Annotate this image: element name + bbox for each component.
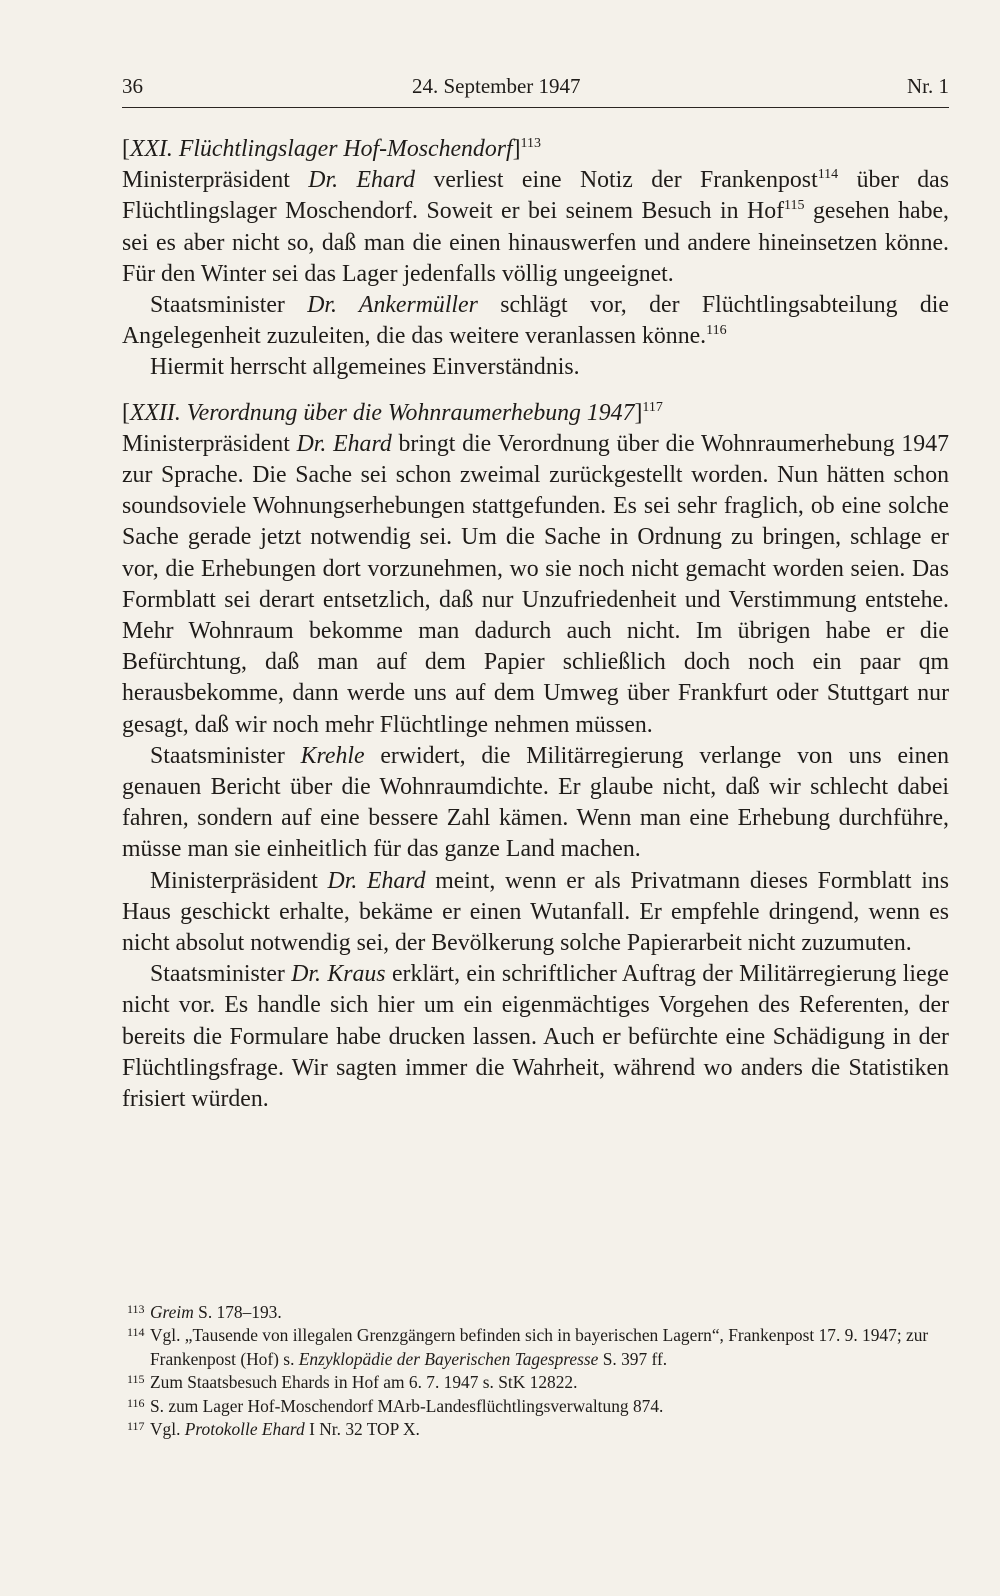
footnote <box>122 1324 962 1371</box>
note-ref: 115 <box>784 198 805 214</box>
italic-text: Enzyklopädie der Bayerischen Tagespresse <box>298 1348 599 1369</box>
text-run: S. 397 ff. <box>598 1348 668 1369</box>
italic-text: Protokolle Ehard <box>184 1419 305 1440</box>
text-run: S. 178–193. <box>193 1302 282 1322</box>
paragraph <box>122 165 949 290</box>
footnote-number: 113 <box>127 1302 145 1316</box>
note-ref: 117 <box>642 399 663 415</box>
note-ref: 114 <box>817 167 839 183</box>
footnote-number: 116 <box>127 1395 145 1410</box>
running-header <box>122 74 949 106</box>
heading-bracket: ] <box>634 399 643 426</box>
text-run: bringt die Verordnung über die Wohnraumerhebung 1947 zur Sprache. Die Sache sei schon zweimal zurückgestellt worden. Nun hätten schon soundsoviele Wohnungserhebungen stattgefunden. Es sei sehr fraglich, ob eine solche Sache gerade jetzt notwendig sei. Um die Sache in Ordnung zu bringen, schlage er vor, die Erhebungen dort vorzunehmen, wo sie noch nicht gemacht worden seien. Das Formblatt sei derart entsetzlich, daß nur Unzufriedenheit und Verstimmung entstehe. Mehr Wohnraum bekomme man dadurch auch nicht. Im übrigen habe er die Befürchtung, daß man auf dem Papier schließlich doch noch ein paar qm herausbekomme, dann werde uns auf dem Umweg über Frankfurt oder Stuttgart nur gesagt, daß wir noch mehr Flüchtlinge nehmen müssen. <box>122 430 950 738</box>
text-run: Ministerpräsident <box>150 867 328 894</box>
text-run: gesehen habe, sei es aber nicht so, daß man die einen hinauswerfen und andere hineinsetzen könne. Für den Winter sei das Lager jedenfalls völlig ungeeignet. <box>122 198 949 287</box>
footnote <box>122 1371 962 1394</box>
text-run: Ministerpräsident <box>122 167 309 194</box>
text-run: schlägt vor, der Flüchtlingsabteilung die Angelegenheit zuzuleiten, die das weitere veranlassen könne. <box>122 292 949 350</box>
header-date: 24. September 1947 <box>412 74 581 98</box>
paragraph <box>122 290 949 352</box>
text-run: erwidert, die Militärregierung verlange von uns einen genauen Bericht über die Wohnraumdichte. Er glaube nicht, daß wir schlecht dabei fahren, sondern auf eine bessere Zahl kämen. Wenn man eine Erhebung durchführe, müsse man sie einheitlich für das ganze Land machen. <box>122 742 949 863</box>
italic-text: Dr. Ehard <box>296 430 392 457</box>
note-ref: 113 <box>520 136 542 151</box>
footnotes <box>122 1301 962 1441</box>
paragraph <box>122 352 949 383</box>
heading-bracket: [ <box>122 399 130 426</box>
italic-text: Krehle <box>300 742 365 769</box>
paragraph <box>122 959 949 1115</box>
footnote <box>122 1418 962 1441</box>
heading-bracket: [ <box>122 136 130 162</box>
footnote-number: 114 <box>127 1325 145 1340</box>
footnote <box>122 1301 962 1324</box>
text-run: I Nr. 32 TOP X. <box>304 1419 420 1440</box>
text-run: S. zum Lager Hof-Moschendorf MArb-Landesflüchtlingsverwaltung 874. <box>150 1395 664 1416</box>
footnote-number: 117 <box>127 1419 145 1434</box>
footnote-number: 115 <box>127 1372 145 1387</box>
heading-bracket: ] <box>512 136 521 162</box>
italic-text: Dr. Ankermüller <box>307 292 478 319</box>
italic-text: Dr. Ehard <box>327 867 426 894</box>
heading-title: XXI. Flüchtlingslager Hof-Moschendorf <box>129 136 513 162</box>
section-heading <box>122 134 949 165</box>
text-run: Zum Staatsbesuch Ehards in Hof am 6. 7. 1947 s. StK 12822. <box>150 1372 578 1393</box>
page-number: 36 <box>122 74 143 98</box>
footnote <box>122 1395 962 1418</box>
text-run: Vgl. „Tausende von illegalen Grenzgängern befinden sich in bayerischen Lagern“, Frankenpost 17. 9. 1947; zur Frankenpost (Hof) s. <box>150 1325 929 1369</box>
text-run: meint, wenn er als Privatmann dieses Formblatt ins Haus geschickt erhalte, bekäme er einen Wutanfall. Er empfehle dringend, wenn es nicht absolut notwendig sei, der Bevölkerung solche Papierarbeit nicht zuzumuten. <box>122 867 949 957</box>
text-run: Vgl. <box>150 1419 185 1440</box>
note-ref: 116 <box>706 323 727 339</box>
paragraph <box>122 866 949 960</box>
text-run: über das Flüchtlingslager Moschendorf. Soweit er bei seinem Besuch in Hof <box>122 167 949 225</box>
italic-text: Greim <box>150 1302 194 1322</box>
text-run: Staatsminister <box>150 292 308 319</box>
paragraph <box>122 429 949 741</box>
italic-text: Dr. Kraus <box>291 961 386 988</box>
italic-text: Dr. Ehard <box>308 167 416 194</box>
heading-title: XXII. Verordnung über die Wohnraumerhebung 1947 <box>129 399 635 426</box>
text-run: Staatsminister <box>150 961 292 988</box>
header-rule <box>122 107 949 108</box>
text-run: verliest eine Notiz der Frankenpost <box>415 167 818 194</box>
text-run: Ministerpräsident <box>122 430 297 457</box>
issue-number: Nr. 1 <box>907 74 949 98</box>
text-run: erklärt, ein schriftlicher Auftrag der Militärregierung liege nicht vor. Es handle sich hier um ein eigenmächtiges Vorgehen des Referenten, der bereits die Formulare habe drucken lassen. Auch er befürchte eine Schädigung in der Flüchtlingsfrage. Wir sagten immer die Wahrheit, während wo anders die Statistiken frisiert würden. <box>122 961 949 1113</box>
paragraph <box>122 741 949 866</box>
section-heading <box>122 398 949 429</box>
text-run: Hiermit herrscht allgemeines Einverständnis. <box>150 354 580 381</box>
text-run: Staatsminister <box>150 742 301 769</box>
body-text <box>122 134 949 1115</box>
